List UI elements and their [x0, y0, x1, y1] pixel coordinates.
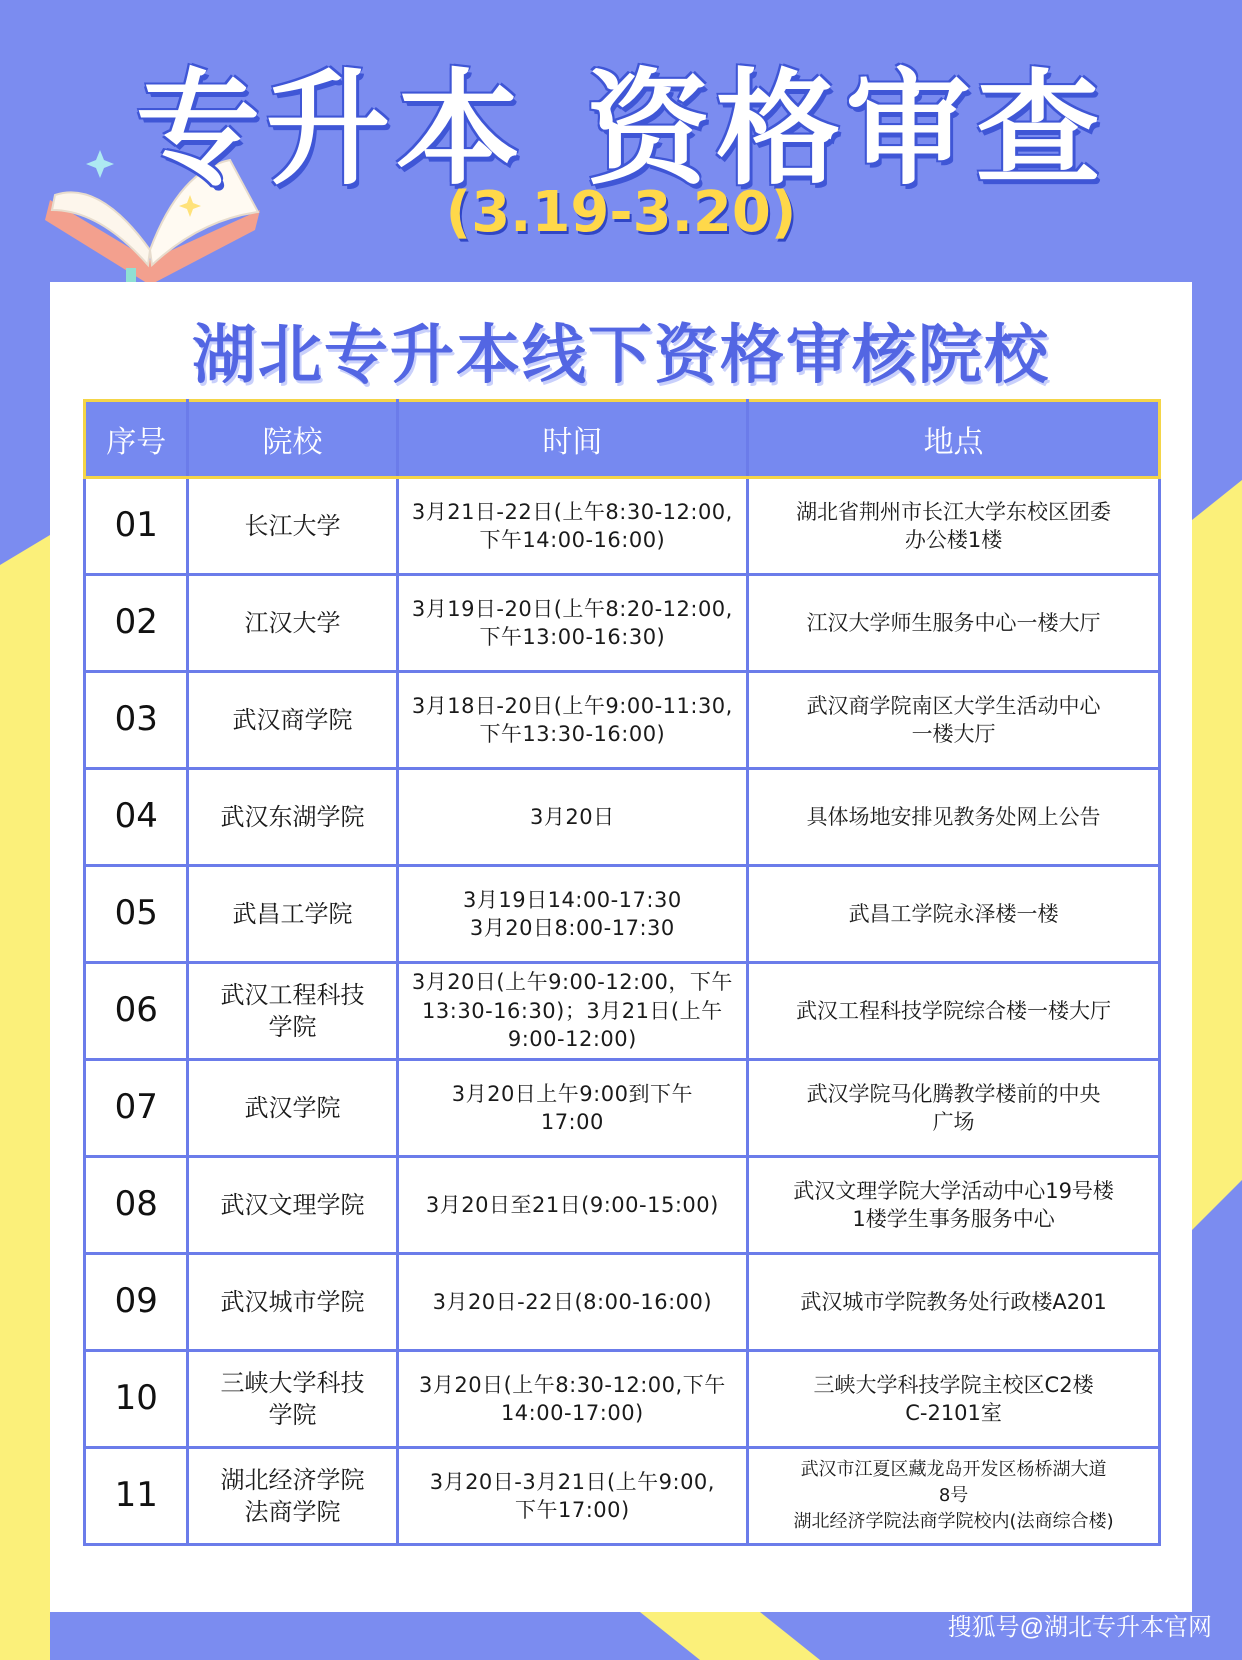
table-row [85, 672, 1160, 769]
row-no: 07 [85, 1060, 188, 1157]
row-place: 武汉文理学院大学活动中心19号楼 1楼学生事务服务中心 [748, 1157, 1160, 1254]
yellow-stripe-left [0, 535, 50, 1660]
row-place: 三峡大学科技学院主校区C2楼 C-2101室 [748, 1351, 1160, 1448]
watermark: 搜狐号@湖北专升本官网 [947, 1614, 1212, 1641]
row-time: 3月19日-20日(上午8:20-12:00, 下午13:00-16:30) [397, 575, 748, 672]
row-school: 三峡大学科技 学院 [188, 1351, 397, 1448]
table-row [85, 866, 1160, 963]
row-school: 湖北经济学院 法商学院 [188, 1448, 397, 1545]
table-row [85, 1351, 1160, 1448]
row-place: 武汉城市学院教务处行政楼A201 [748, 1254, 1160, 1351]
row-school: 武汉学院 [188, 1060, 397, 1157]
row-time: 3月18日-20日(上午9:00-11:30, 下午13:30-16:00) [397, 672, 748, 769]
table-row [85, 478, 1160, 575]
row-time: 3月19日14:00-17:30 3月20日8:00-17:30 [397, 866, 748, 963]
row-no: 03 [85, 672, 188, 769]
row-school: 武汉城市学院 [188, 1254, 397, 1351]
row-no: 04 [85, 769, 188, 866]
row-time: 3月20日至21日(9:00-15:00) [397, 1157, 748, 1254]
row-no: 08 [85, 1157, 188, 1254]
table-header-row [85, 401, 1160, 478]
yellow-stripe-right [1192, 480, 1242, 1230]
row-school: 武汉文理学院 [188, 1157, 397, 1254]
table-row [85, 1060, 1160, 1157]
row-school: 武汉东湖学院 [188, 769, 397, 866]
date-range: (3.19-3.20) [428, 180, 815, 245]
table-row [85, 575, 1160, 672]
row-place: 江汉大学师生服务中心一楼大厅 [748, 575, 1160, 672]
row-time: 3月20日-3月21日(上午9:00, 下午17:00) [397, 1448, 748, 1545]
row-no: 11 [85, 1448, 188, 1545]
row-place: 具体场地安排见教务处网上公告 [748, 769, 1160, 866]
row-time: 3月20日(上午8:30-12:00,下午 14:00-17:00) [397, 1351, 748, 1448]
row-time: 3月21日-22日(上午8:30-12:00, 下午14:00-16:00) [397, 478, 748, 575]
row-place: 湖北省荆州市长江大学东校区团委 办公楼1楼 [748, 478, 1160, 575]
row-no: 05 [85, 866, 188, 963]
table-row [85, 769, 1160, 866]
table-row [85, 963, 1160, 1060]
row-no: 10 [85, 1351, 188, 1448]
row-time: 3月20日-22日(8:00-16:00) [397, 1254, 748, 1351]
title-left: 专升本 [135, 58, 526, 202]
header-no: 序号 [85, 401, 188, 478]
row-school: 江汉大学 [188, 575, 397, 672]
title-right: 资格审查 [586, 58, 1107, 202]
row-school: 长江大学 [188, 478, 397, 575]
card-subtitle: 湖北专升本线下资格审核院校 [192, 319, 1050, 393]
row-place: 武汉工程科技学院综合楼一楼大厅 [748, 963, 1160, 1060]
table-row [85, 1254, 1160, 1351]
header-place: 地点 [748, 401, 1160, 478]
schools-table [83, 399, 1161, 1546]
row-school: 武汉商学院 [188, 672, 397, 769]
row-no: 02 [85, 575, 188, 672]
row-place: 武汉学院马化腾教学楼前的中央 广场 [748, 1060, 1160, 1157]
table-row [85, 1448, 1160, 1545]
row-time: 3月20日 [397, 769, 748, 866]
row-school: 武昌工学院 [188, 866, 397, 963]
row-no: 06 [85, 963, 188, 1060]
row-no: 09 [85, 1254, 188, 1351]
row-place: 武昌工学院永泽楼一楼 [748, 866, 1160, 963]
row-place: 武汉市江夏区藏龙岛开发区杨桥湖大道 8号 湖北经济学院法商学院校内(法商综合楼) [748, 1448, 1160, 1545]
header-school: 院校 [188, 401, 397, 478]
row-time: 3月20日上午9:00到下午 17:00 [397, 1060, 748, 1157]
table-row [85, 1157, 1160, 1254]
row-place: 武汉商学院南区大学生活动中心 一楼大厅 [748, 672, 1160, 769]
row-time: 3月20日(上午9:00-12:00，下午 13:30-16:30)；3月21日(上午 9:00-12:00) [397, 963, 748, 1060]
row-school: 武汉工程科技 学院 [188, 963, 397, 1060]
content-card [50, 282, 1192, 1612]
row-no: 01 [85, 478, 188, 575]
header-time: 时间 [397, 401, 748, 478]
